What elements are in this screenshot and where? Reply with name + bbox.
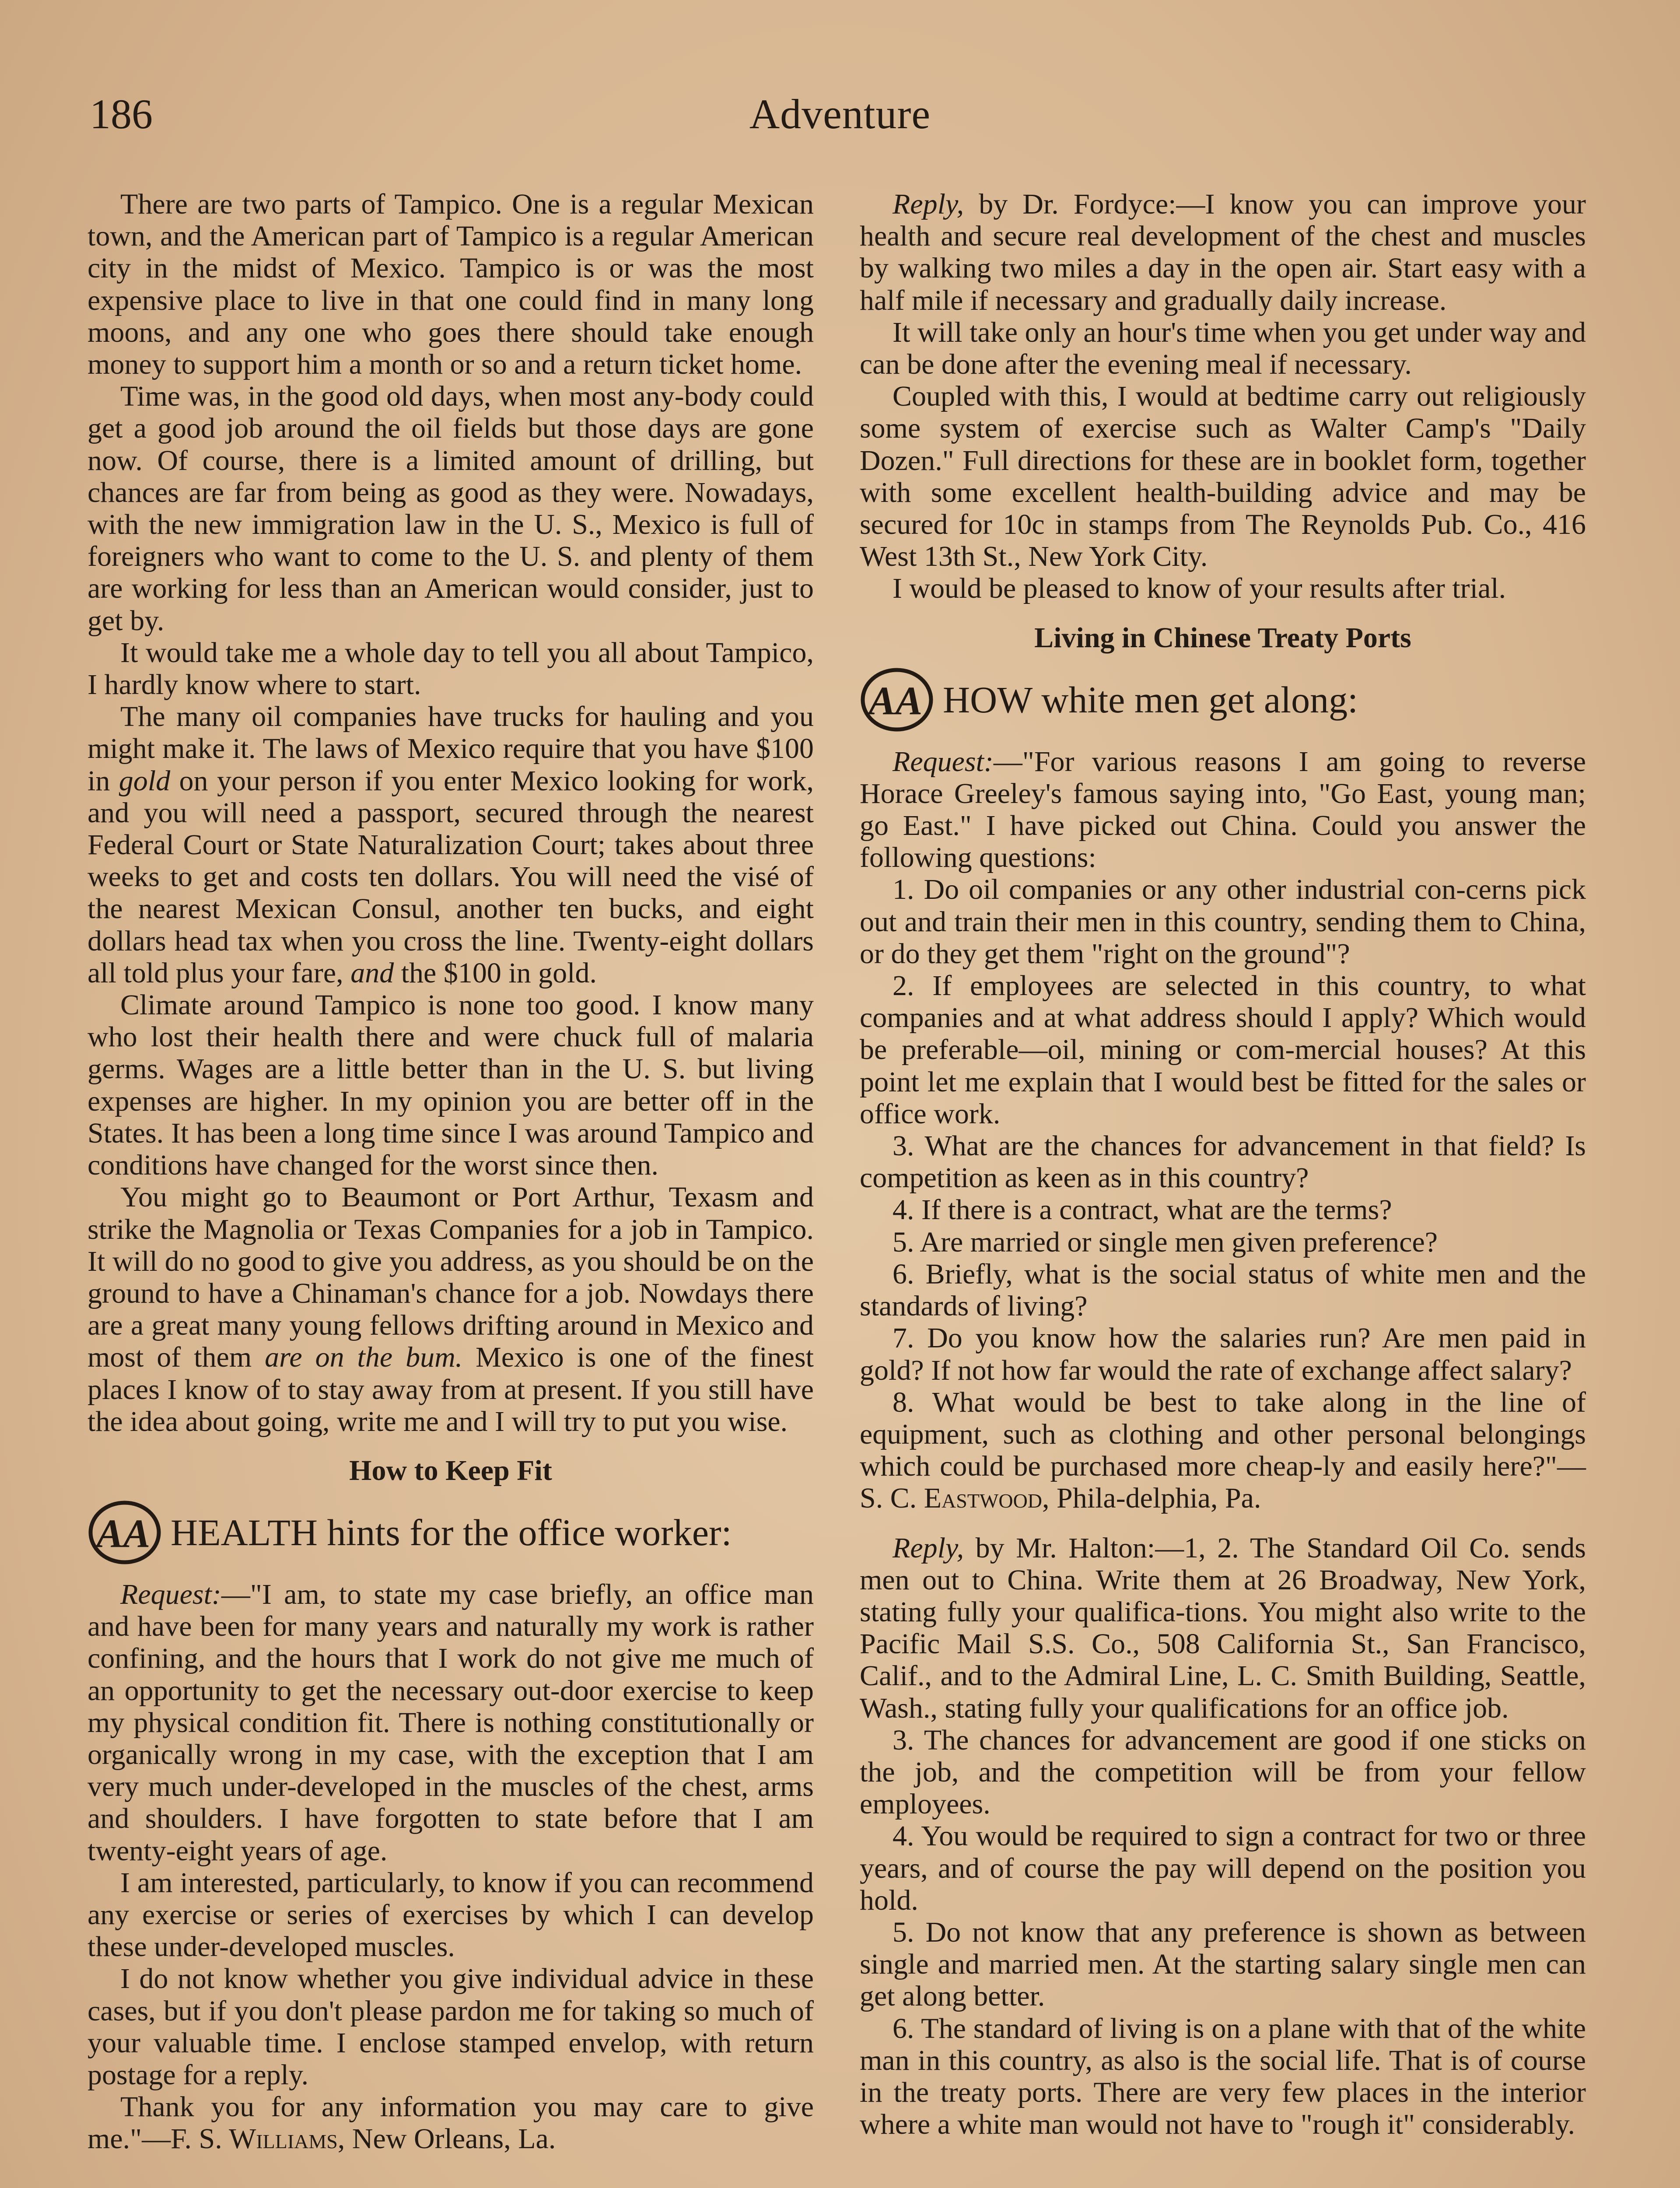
- paragraph: Climate around Tampico is none too good. I know many who lost their health there and were chuck full of malaria germs. Wages are a little better than in the U. S. but living expenses are higher. In my opinion you are better off in the States. It has been a long time since I was around Tampico and conditions have changed for the worst since then.: [88, 989, 814, 1182]
- paragraph: I would be pleased to know of your results after trial.: [892, 572, 1506, 605]
- section-heading: Living in Chinese Treaty Ports: [1034, 621, 1411, 654]
- lead-text: HEALTH hints for the office worker:: [171, 1511, 732, 1553]
- question-item: 7. Do you know how the salaries run? Are men paid in gold? If not how far would the rate of exchange affect salary?: [860, 1322, 1586, 1386]
- paragraph-text: the $100 in gold.: [394, 957, 597, 989]
- request-paragraph: [88, 1578, 814, 1867]
- question-item: 5. Are married or single men given preference?: [892, 1226, 1438, 1258]
- correspondent-name: F. S. Williams: [171, 2123, 338, 2155]
- paragraph-text: You might go to Beaumont or Port Arthur, Texasm and strike the Magnolia or Texas Companies for a job in Tampico. It will do no good to give you address, as you should be on the ground to have a Chinaman's chance for a job. Nowdays there are a great many young fellows drifting around in Mexico and most of them: [88, 1181, 814, 1374]
- reply-paragraph: [860, 1532, 1586, 1724]
- emphasis: gold: [119, 764, 171, 797]
- question-item: 4. If there is a contract, what are the terms?: [892, 1194, 1392, 1226]
- paragraph: I am interested, particularly, to know if you can recommend any exercise or series of exercises by which I can develop these under-developed muscles.: [88, 1866, 814, 1963]
- spacer: [860, 1515, 1586, 1532]
- paragraph-text: —"For various reasons I am going to reverse Horace Greeley's famous saying into, "Go East, young man; go East." I have picked out China. Could you answer the following questions:: [860, 745, 1586, 874]
- answer-item: 3. The chances for advancement are good if one sticks on the job, and the competition will be from your fellow employees.: [860, 1724, 1586, 1820]
- correspondent-place: , New Orleans, La.: [337, 2123, 556, 2155]
- paragraph: I do not know whether you give individual advice in these cases, but if you don't please pardon me for taking so much of your valuable time. I enclose stamped envelop, with return postage for a reply.: [88, 1963, 814, 2091]
- paragraph: [88, 1181, 814, 1438]
- section-lead: [860, 667, 1586, 733]
- correspondent-name: S. C. Eastwood: [860, 1482, 1043, 1515]
- question-item: 6. Briefly, what is the social status of white men and the standards of living?: [860, 1258, 1586, 1322]
- section-lead: [88, 1500, 814, 1565]
- paragraph-text: on your person if you enter Mexico looking for work, and you will need a passport, secured through the nearest Federal Court or State Naturalization Court; takes about three weeks to get and costs ten dollars. You will need the visé of the nearest Mexican Consul, another ten bucks, and eight dollars head tax when you cross the line. Twenty-eight dollars all told plus your fare,: [88, 764, 814, 989]
- section-heading: How to Keep Fit: [349, 1454, 552, 1487]
- reply-label: Reply,: [892, 188, 964, 220]
- question-item: 3. What are the chances for advancement in that field? Is competition as keen as in this country?: [860, 1130, 1586, 1194]
- emphasis: and: [350, 957, 394, 989]
- paragraph-text: 8. What would be best to take along in the line of equipment, such as clothing and other personal belongings which could be purchased more cheap-ly and easily here?"—: [860, 1386, 1586, 1483]
- question-item: [860, 1386, 1586, 1515]
- correspondent-place: , Phila-delphia, Pa.: [1042, 1482, 1261, 1515]
- lead-text: HOW white men get along:: [943, 678, 1358, 721]
- reply-paragraph: [860, 188, 1586, 316]
- paragraph: [88, 701, 814, 989]
- magazine-title: Adventure: [749, 91, 931, 137]
- paragraph-text: by Dr. Fordyce:—I know you can improve your health and secure real development of the chest and muscles by walking two miles a day in the open air. Start easy with a half mile if necessary and gradually daily increase.: [860, 188, 1586, 316]
- svg-text:AA: AA: [868, 678, 923, 723]
- paragraph: [88, 2091, 814, 2155]
- answer-item: 4. You would be required to sign a contract for two or three years, and of course the pay will depend on the position you hold.: [860, 1820, 1586, 1916]
- right-column: [860, 188, 1586, 2140]
- emphasis: are on the bum.: [265, 1341, 463, 1374]
- paragraph-text: by Mr. Halton:—1, 2. The Standard Oil Co. sends men out to China. Write them at 26 Broadway, New York, stating fully your qualifica-tions. You might also write to the Pacific Mail S.S. Co., 508 California St., San Francisco, Calif., and to the Admiral Line, L. C. Smith Building, Seattle, Wash., stating fully your qualifications for an office job.: [860, 1532, 1586, 1724]
- question-item: 2. If employees are selected in this country, to what companies and at what address should I apply? Which would be preferable—oil, mining or com-mercial houses? At this point let me explain that I would best be fitted for the sales or office work.: [860, 970, 1586, 1130]
- page-number: 186: [90, 91, 153, 137]
- paragraph: Coupled with this, I would at bedtime carry out religiously some system of exercise such as Walter Camp's "Daily Dozen." Full directions for these are in booklet form, together with some excellent health-building advice and may be secured for 10c in stamps from The Reynolds Pub. Co., 416 West 13th St., New York City.: [860, 380, 1586, 573]
- paragraph: Time was, in the good old days, when most any-body could get a good job around the oil fields but those days are gone now. Of course, there is a limited amount of drilling, but chances are far from being as good as they were. Nowadays, with the new immigration law in the U. S., Mexico is full of foreigners who want to come to the U. S. and plenty of them are working for less than an American would consider, just to get by.: [88, 380, 814, 637]
- paragraph: It would take me a whole day to tell you all about Tampico, I hardly know where to start.: [88, 636, 814, 701]
- ask-adventure-logo-icon: [88, 1500, 162, 1565]
- answer-item: 6. The standard of living is on a plane with that of the white man in this country, as also is the social life. That is of course in the treaty ports. There are very few places in the interior where a white man would not have to "rough it" considerably.: [860, 2012, 1586, 2141]
- answer-item: 5. Do not know that any preference is shown as between single and married men. At the starting salary single men can get along better.: [860, 1916, 1586, 2013]
- svg-text:AA: AA: [96, 1511, 150, 1556]
- paragraph-text: Mexico is one of the finest places I know of to stay away from at present. If you still have the idea about going, write me and I will try to put you wise.: [88, 1341, 814, 1438]
- request-label: Request:: [892, 745, 994, 778]
- request-label: Request:: [120, 1578, 221, 1610]
- paragraph-text: —"I am, to state my case briefly, an office man and have been for many years and naturally my work is rather confining, and the hours that I work do not give me much of an opportunity to get the necessary out-door exercise to keep my physical condition fit. There is nothing constitutionally or organically wrong in my case, with the exception that I am very much under-developed in the muscles of the chest, arms and shoulders. I have forgotten to state before that I am twenty-eight years of age.: [88, 1578, 814, 1867]
- request-paragraph: [860, 746, 1586, 874]
- reply-label: Reply,: [892, 1532, 964, 1564]
- paragraph: There are two parts of Tampico. One is a regular Mexican town, and the American part of Tampico is a regular American city in the midst of Mexico. Tampico is or was the most expensive place to live in that one could find in many long moons, and any one who goes there should take enough money to support him a month or so and a return ticket home.: [88, 188, 814, 381]
- paragraph-text: Thank you for any information you may care to give me."—: [88, 2091, 814, 2155]
- paragraph: It will take only an hour's time when you get under way and can be done after the evening meal if necessary.: [860, 316, 1586, 381]
- paragraph-text: The many oil companies have trucks for hauling and you might make it. The laws of Mexico require that you have $100 in: [88, 701, 814, 797]
- question-item: 1. Do oil companies or any other industrial con-cerns pick out and train their men in this country, sending them to China, or do they get them "right on the ground"?: [860, 873, 1586, 970]
- left-column: [88, 188, 814, 2155]
- ask-adventure-logo-icon: [860, 667, 934, 733]
